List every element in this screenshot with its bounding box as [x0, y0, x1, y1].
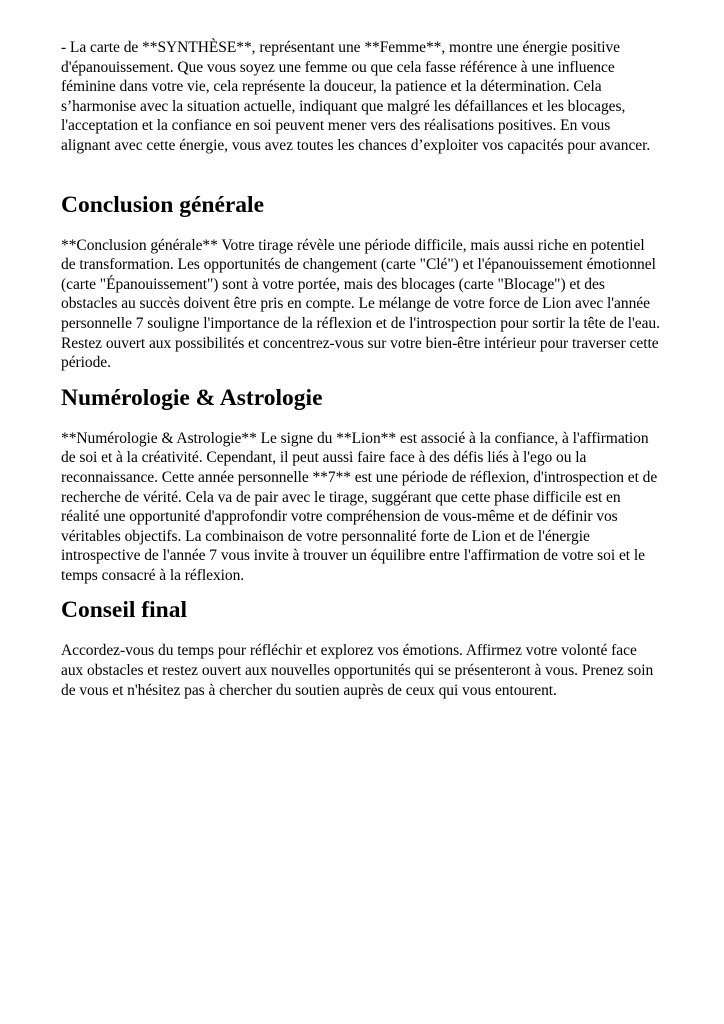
document-page: [61, 38, 661, 700]
section-conclusion-generale: [61, 190, 661, 373]
section-heading: Conseil final: [61, 597, 188, 624]
section-paragraph: **Numérologie & Astrologie** Le signe du **Lion** est associé à la confiance, à l'affirmation de soi et à la créativité. Cependant, il peut aussi faire face à des défis liés à l'ego ou la reconnaissance. Cette année personnelle **7** est une période de réflexion, d'introspection et de recherche de vérité. Cela va de pair avec le tirage, suggérant que cette phase difficile est en réalité une opportunité d'approfondir votre compréhension de vous-même et de définir vos véritables objectifs. La combinaison de votre personnalité forte de Lion et de l'énergie introspective de l'année 7 vous invite à trouver un équilibre entre l'affirmation de votre soi et le temps consacré à la réflexion.: [61, 429, 658, 584]
section-paragraph: **Conclusion générale** Votre tirage révèle une période difficile, mais aussi riche en potentiel de transformation. Les opportunités de changement (carte "Clé") et l'épanouissement émotionnel (carte "Épanouissement") sont à votre portée, mais des blocages (carte "Blocage") et des obstacles au succès doivent être pris en compte. Le mélange de votre force de Lion avec l'année personnelle 7 souligne l'importance de la réflexion et de l'introspection pour sortir la tête de l'eau. Restez ouvert aux possibilités et concentrez-vous sur votre bien-être intérieur pour traverser cette période.: [61, 236, 660, 372]
intro-paragraph: - La carte de **SYNTHÈSE**, représentant une **Femme**, montre une énergie positive d'épanouissement. Que vous soyez une femme ou que cela fasse référence à une influence féminine dans votre vie, cela représente la douceur, la patience et la détermination. Cela s’harmonise avec la situation actuelle, indiquant que malgré les défaillances et les blocages, l'acceptation et la confiance en soi peuvent mener vers des réalisations positives. En vous alignant avec cette énergie, vous avez toutes les chances d’exploiter vos capacités pour avancer.: [61, 39, 651, 154]
section-heading: Numérologie & Astrologie: [61, 384, 323, 411]
section-numerologie-astrologie: [61, 383, 661, 586]
section-heading: Conclusion générale: [61, 191, 265, 218]
section-paragraph: Accordez-vous du temps pour réfléchir et explorez vos émotions. Affirmez votre volonté face aux obstacles et restez ouvert aux nouvelles opportunités qui se présenteront à vous. Prenez soin de vous et n'hésitez pas à chercher du soutien auprès de ceux qui vous entourent.: [61, 642, 654, 699]
section-conseil-final: [61, 595, 661, 700]
